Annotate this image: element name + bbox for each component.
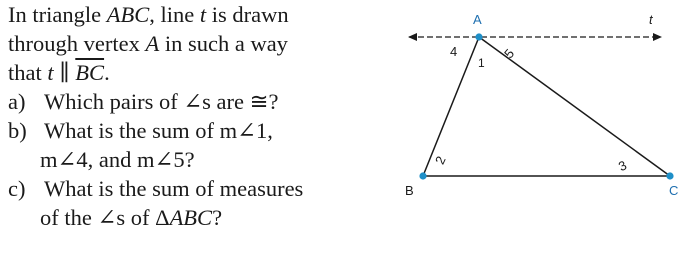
line-t-label: t: [649, 12, 653, 27]
question-text: ?: [212, 205, 223, 230]
text: through vertex: [8, 31, 146, 56]
text: is drawn: [206, 2, 289, 27]
text: In triangle: [8, 2, 107, 27]
angle-2-label: 2: [432, 153, 449, 167]
vertex-c-point: [666, 172, 673, 179]
question-letter: b): [8, 118, 27, 143]
question-text: What is the sum of measures: [44, 176, 304, 201]
problem-line-2: [8, 29, 380, 58]
question-text: Which pairs of ∠s are ≅?: [44, 89, 279, 114]
text: in such a way: [159, 31, 288, 56]
line-name: t: [199, 2, 207, 27]
question-c-cont: [8, 203, 380, 232]
angle-3-label: 3: [615, 157, 629, 175]
question-letter: a): [8, 89, 26, 114]
segment-name: $\overline{BC}$: [75, 60, 105, 85]
vertex-name: A: [145, 31, 160, 56]
question-text: of the ∠s of Δ: [40, 205, 170, 230]
problem-text: [8, 0, 380, 232]
angle-4-label: 4: [450, 44, 458, 59]
question-a: [8, 87, 380, 116]
vertex-a-point: [475, 33, 482, 40]
question-letter: c): [8, 176, 26, 201]
question-c: [8, 174, 380, 203]
text: that: [8, 60, 48, 85]
vertex-a-label: A: [473, 12, 482, 27]
angle-5-label: 5: [501, 46, 518, 62]
question-text: m∠4, and m∠5?: [40, 147, 195, 172]
problem-line-1: [8, 0, 380, 29]
line-name: t: [47, 60, 54, 85]
text: .: [104, 60, 110, 85]
vertex-b-label: B: [405, 183, 414, 198]
triangle-diagram: [395, 0, 699, 264]
vertex-c-label: C: [669, 183, 679, 198]
angle-1-label: 1: [478, 56, 485, 70]
text: , line: [149, 2, 200, 27]
triangle-name: ABC: [169, 205, 213, 230]
triangle-name: ABC: [106, 2, 150, 27]
question-text: What is the sum of m∠1,: [44, 118, 273, 143]
parallel-symbol: ∥: [53, 60, 76, 85]
vertex-b-point: [419, 172, 426, 179]
problem-line-3: [8, 58, 380, 87]
question-b: [8, 116, 380, 145]
question-b-cont: [8, 145, 380, 174]
